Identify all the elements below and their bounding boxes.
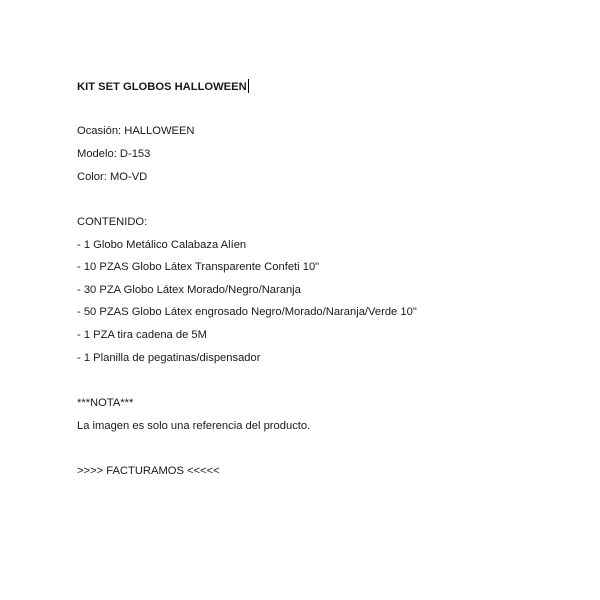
contents-item: - 1 Globo Metálico Calabaza Alíen (77, 238, 247, 251)
contents-item: - 30 PZA Globo Látex Morado/Negro/Naranja (77, 283, 301, 296)
contents-item: - 10 PZAS Globo Látex Transparente Confeti 10" (77, 261, 320, 274)
document-title-text: KIT SET GLOBOS HALLOWEEN (77, 81, 247, 93)
contents-item: - 1 PZA tira cadena de 5M (77, 328, 207, 341)
note-heading: ***NOTA*** (77, 396, 134, 409)
text-cursor (248, 79, 249, 93)
note-text: La imagen es solo una referencia del producto. (77, 419, 311, 432)
footer-invoice-line: >>>> FACTURAMOS <<<<< (77, 464, 220, 477)
contents-item: - 1 Planilla de pegatinas/dispensador (77, 351, 261, 364)
spec-occasion: Ocasión: HALLOWEEN (77, 125, 195, 138)
contents-item: - 50 PZAS Globo Látex engrosado Negro/Morado/Naranja/Verde 10" (77, 306, 417, 319)
document-title (77, 79, 577, 93)
spec-model: Modelo: D-153 (77, 147, 151, 160)
spec-color: Color: MO-VD (77, 170, 148, 183)
contents-heading: CONTENIDO: (77, 215, 148, 228)
document-body (77, 79, 577, 478)
